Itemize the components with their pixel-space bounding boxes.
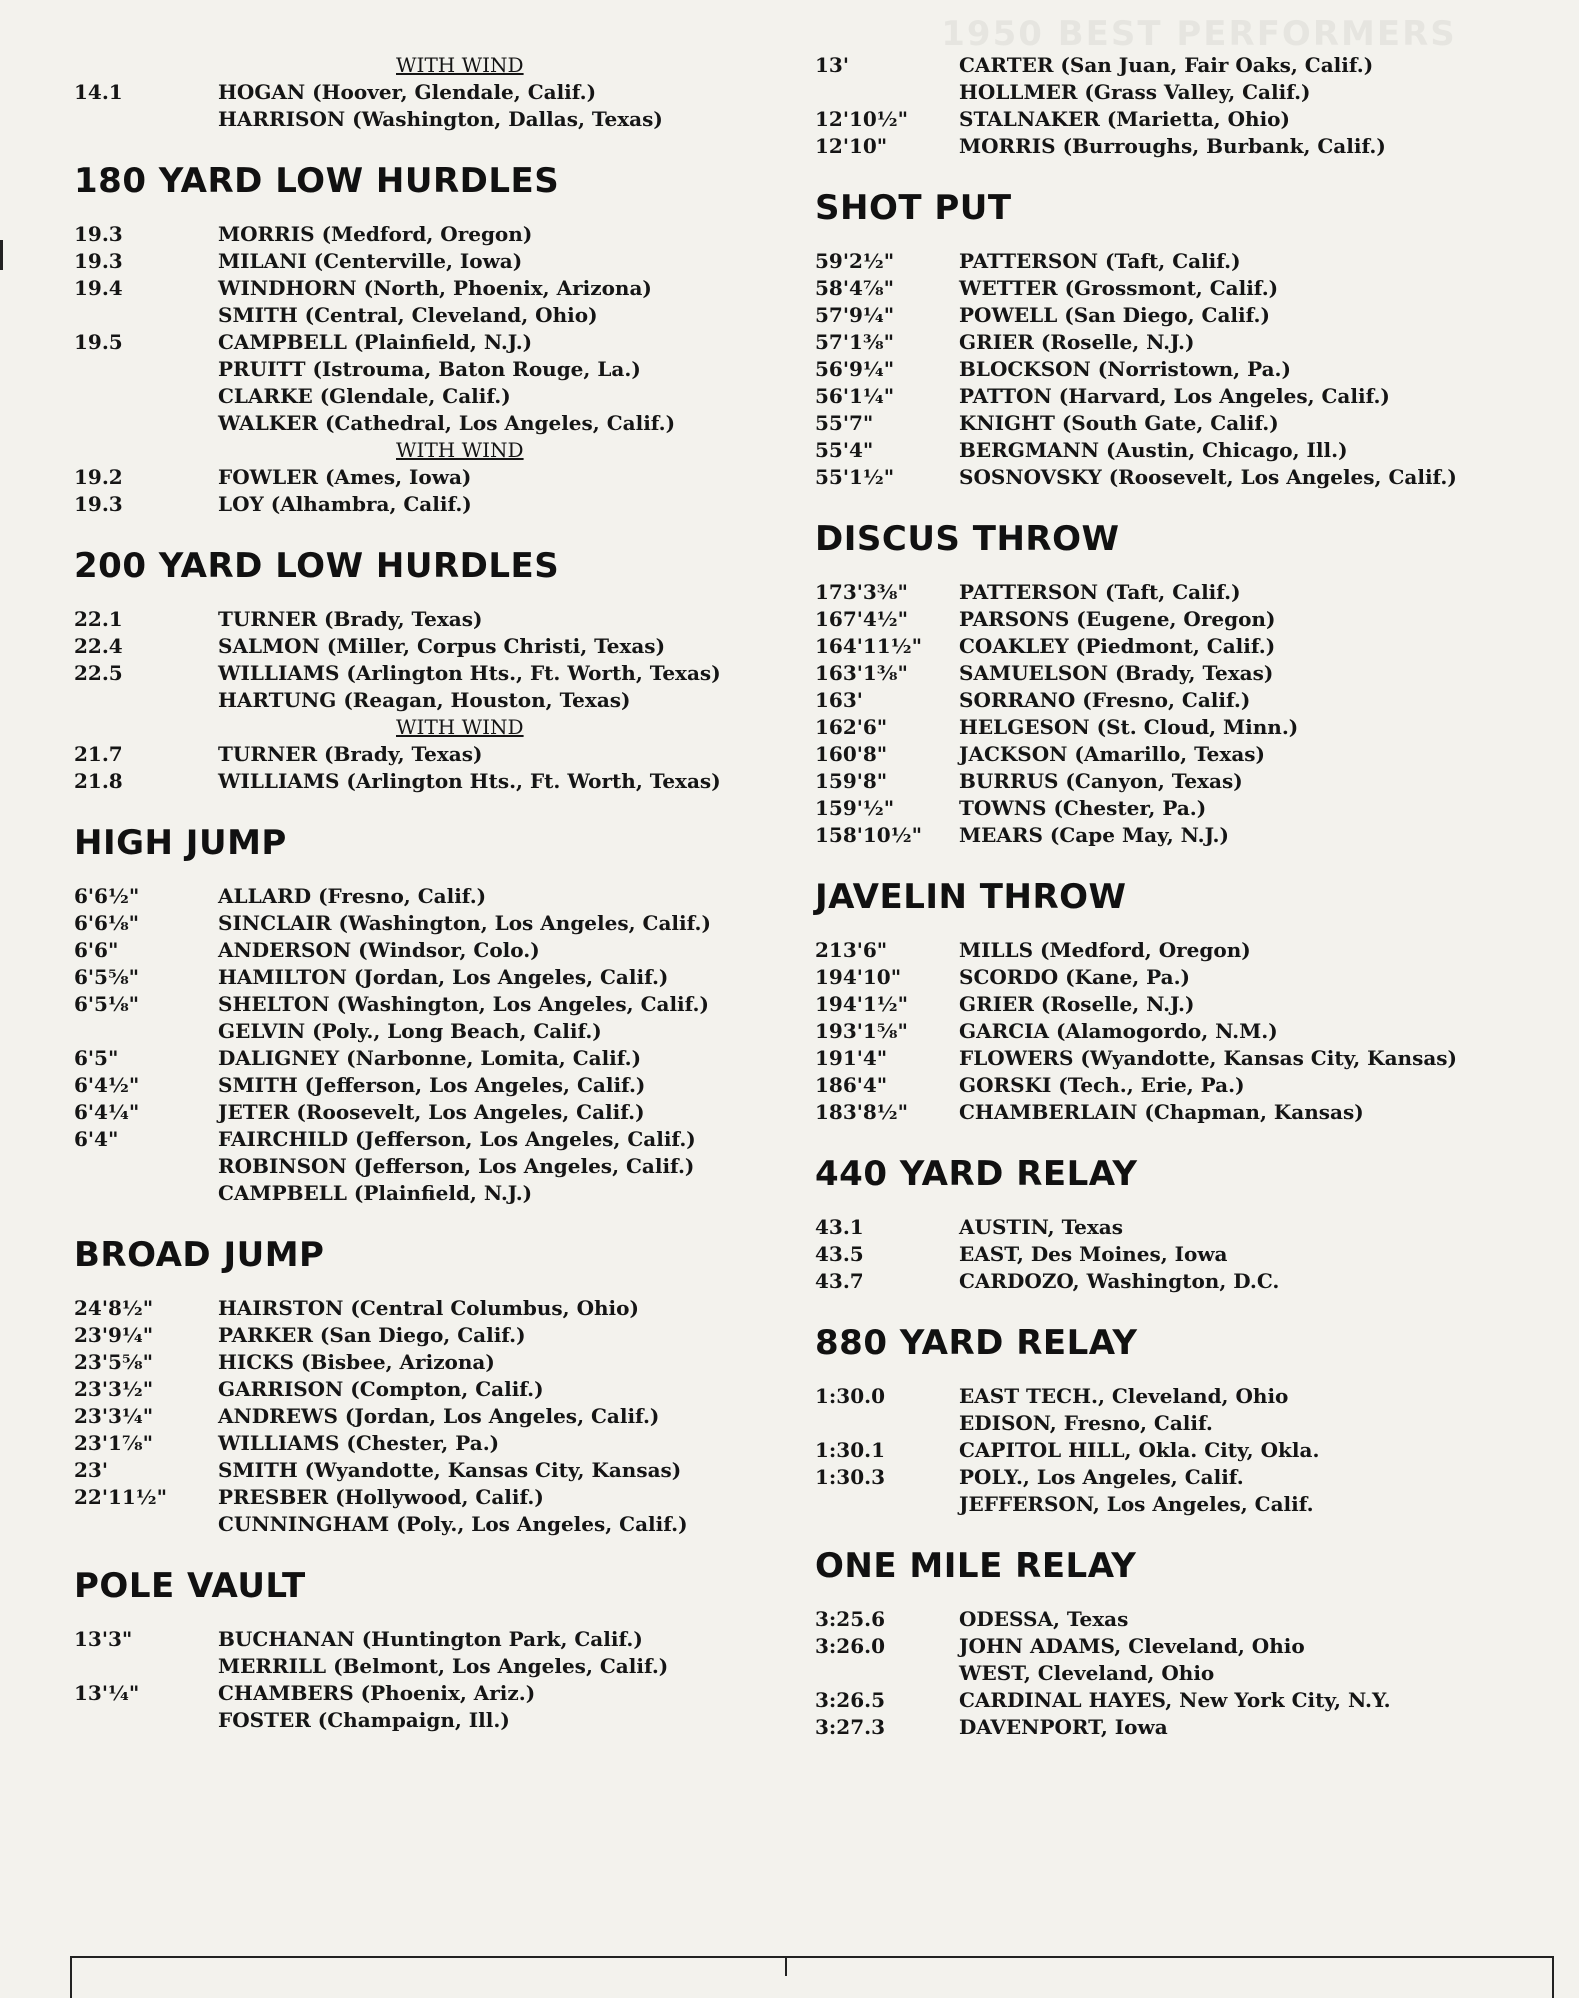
event-title: BROAD JUMP [74,1235,325,1275]
athlete-entry: ANDREWS (Jordan, Los Angeles, Calif.) [218,1404,660,1428]
result-row [815,1018,1515,1045]
result-row [815,1491,1515,1518]
athlete-entry: ODESSA, Texas [959,1607,1129,1631]
athlete-entry: HARTUNG (Reagan, Houston, Texas) [218,688,631,712]
athlete-entry: WALKER (Cathedral, Los Angeles, Calif.) [218,411,676,435]
result-mark: 13'¼" [74,1681,140,1705]
event-section [815,52,1515,160]
result-row [74,768,774,795]
result-row [74,221,774,248]
result-mark: 57'1⅜" [815,330,894,354]
event-section [74,1233,774,1538]
athlete-entry: WILLIAMS (Arlington Hts., Ft. Worth, Texas) [218,769,721,793]
result-row [74,1403,774,1430]
athlete-entry: FOWLER (Ames, Iowa) [218,465,472,489]
result-mark [74,1707,218,1734]
athlete-entry: HICKS (Bisbee, Arizona) [218,1350,495,1374]
event-section [815,875,1515,1126]
left-column [74,52,774,1734]
result-mark: 13' [815,53,849,77]
athlete-entry: TOWNS (Chester, Pa.) [959,796,1207,820]
result-mark [815,1410,959,1437]
athlete-entry: BERGMANN (Austin, Chicago, Ill.) [959,438,1348,462]
athlete-entry: WEST, Cleveland, Ohio [959,1661,1215,1685]
result-mark: 6'4¼" [74,1100,140,1124]
result-mark [74,687,218,714]
result-row [74,1511,774,1538]
result-mark: 21.7 [74,742,123,766]
athlete-entry: CUNNINGHAM (Poly., Los Angeles, Calif.) [218,1512,688,1536]
with-wind-subheading: WITH WIND [396,53,524,77]
athlete-entry: CHAMBERLAIN (Chapman, Kansas) [959,1100,1364,1124]
event-section [815,186,1515,491]
result-row [815,79,1515,106]
athlete-entry: BURRUS (Canyon, Texas) [959,769,1243,793]
result-row [74,1045,774,1072]
result-mark: 164'11½" [815,634,922,658]
athlete-entry: JEFFERSON, Los Angeles, Calif. [959,1492,1314,1516]
result-row [815,687,1515,714]
result-mark: 58'4⅞" [815,276,894,300]
athlete-entry: CLARKE (Glendale, Calif.) [218,384,511,408]
athlete-entry: GRIER (Roselle, N.J.) [959,992,1195,1016]
result-row [74,1072,774,1099]
athlete-entry: SMITH (Jefferson, Los Angeles, Calif.) [218,1073,646,1097]
result-mark [815,79,959,106]
result-row [74,1349,774,1376]
result-mark: 19.4 [74,276,123,300]
result-mark: 3:25.6 [815,1607,886,1631]
result-row [815,1437,1515,1464]
athlete-entry: BUCHANAN (Huntington Park, Calif.) [218,1627,643,1651]
result-mark: 160'8" [815,742,888,766]
event-title: JAVELIN THROW [815,877,1127,917]
result-mark [74,410,218,437]
result-row [815,1633,1515,1660]
result-mark: 59'2½" [815,249,895,273]
athlete-entry: SCORDO (Kane, Pa.) [959,965,1191,989]
result-mark: 3:27.3 [815,1715,886,1739]
result-mark: 158'10½" [815,823,922,847]
event-title: HIGH JUMP [74,823,287,863]
result-row [815,329,1515,356]
result-mark [74,106,218,133]
athlete-entry: HOGAN (Hoover, Glendale, Calif.) [218,80,597,104]
athlete-entry: PATTON (Harvard, Los Angeles, Calif.) [959,384,1390,408]
result-row [815,1660,1515,1687]
result-mark: 1:30.1 [815,1438,886,1462]
result-mark: 22.1 [74,607,123,631]
result-row [815,302,1515,329]
athlete-entry: SMITH (Wyandotte, Kansas City, Kansas) [218,1458,682,1482]
result-row [815,606,1515,633]
with-wind-subheading: WITH WIND [396,715,524,739]
result-row [815,1410,1515,1437]
athlete-entry: CHAMBERS (Phoenix, Ariz.) [218,1681,536,1705]
with-wind-subheading: WITH WIND [396,438,524,462]
result-mark: 163' [815,688,863,712]
athlete-entry: HAIRSTON (Central Columbus, Ohio) [218,1296,639,1320]
result-mark: 191'4" [815,1046,888,1070]
bottom-frame-divider [785,1956,787,1976]
event-title: 200 YARD LOW HURDLES [74,546,560,586]
result-mark: 213'6" [815,938,888,962]
athlete-entry: ALLARD (Fresno, Calif.) [218,884,487,908]
result-mark: 194'10" [815,965,902,989]
athlete-entry: SINCLAIR (Washington, Los Angeles, Calif.) [218,911,711,935]
result-mark: 3:26.0 [815,1634,886,1658]
athlete-entry: SAMUELSON (Brady, Texas) [959,661,1274,685]
athlete-entry: BLOCKSON (Norristown, Pa.) [959,357,1291,381]
athlete-entry: JETER (Roosevelt, Los Angeles, Calif.) [218,1100,645,1124]
athlete-entry: FOSTER (Champaign, Ill.) [218,1708,510,1732]
athlete-entry: WINDHORN (North, Phoenix, Arizona) [218,276,652,300]
result-row [74,275,774,302]
athlete-entry: HOLLMER (Grass Valley, Calif.) [959,80,1311,104]
athlete-entry: MEARS (Cape May, N.J.) [959,823,1229,847]
result-mark [74,383,218,410]
bleed-through-header: 1950 BEST PERFORMERS [941,14,1457,54]
result-mark: 194'1½" [815,992,909,1016]
result-row [74,302,774,329]
athlete-entry: SORRANO (Fresno, Calif.) [959,688,1251,712]
result-mark [815,1660,959,1687]
result-row [74,410,774,437]
result-row [815,964,1515,991]
athlete-entry: JACKSON (Amarillo, Texas) [959,742,1266,766]
result-row [74,1295,774,1322]
event-title: 180 YARD LOW HURDLES [74,161,560,201]
result-row [815,133,1515,160]
result-mark [74,1180,218,1207]
athlete-entry: EDISON, Fresno, Calif. [959,1411,1213,1435]
result-mark: 19.3 [74,492,123,516]
right-column [815,52,1515,1741]
result-row [815,356,1515,383]
athlete-entry: FAIRCHILD (Jefferson, Los Angeles, Calif.) [218,1127,696,1151]
athlete-entry: ANDERSON (Windsor, Colo.) [218,938,540,962]
result-mark [74,1153,218,1180]
athlete-entry: MILLS (Medford, Oregon) [959,938,1251,962]
result-row [74,491,774,518]
result-row [74,1457,774,1484]
bottom-frame [70,1956,1554,1998]
result-mark: 6'4" [74,1127,119,1151]
result-row [815,106,1515,133]
result-row [74,1126,774,1153]
event-section [815,517,1515,849]
result-mark [74,1511,218,1538]
result-mark: 186'4" [815,1073,888,1097]
event-title: 440 YARD RELAY [815,1154,1138,1194]
result-mark: 19.3 [74,222,123,246]
result-row [815,1214,1515,1241]
result-row [74,329,774,356]
result-mark: 12'10" [815,134,888,158]
result-row [815,1383,1515,1410]
athlete-entry: HAMILTON (Jordan, Los Angeles, Calif.) [218,965,669,989]
result-row [815,991,1515,1018]
result-mark: 6'6" [74,938,119,962]
result-row [815,410,1515,437]
athlete-entry: HELGESON (St. Cloud, Minn.) [959,715,1299,739]
event-title: SHOT PUT [815,188,1012,228]
result-mark: 162'6" [815,715,888,739]
result-row [74,1626,774,1653]
result-row [815,768,1515,795]
athlete-entry: GARRISON (Compton, Calif.) [218,1377,544,1401]
result-row [74,464,774,491]
athlete-entry: EAST, Des Moines, Iowa [959,1242,1228,1266]
result-row [74,687,774,714]
result-mark [815,1491,959,1518]
result-mark: 159'½" [815,796,895,820]
athlete-entry: JOHN ADAMS, Cleveland, Ohio [959,1634,1305,1658]
result-row [815,714,1515,741]
result-row [815,464,1515,491]
athlete-entry: DAVENPORT, Iowa [959,1715,1168,1739]
result-row [74,910,774,937]
result-mark: 55'4" [815,438,874,462]
result-mark [74,1653,218,1680]
event-section [74,159,774,518]
athlete-entry: GRIER (Roselle, N.J.) [959,330,1195,354]
result-mark: 3:26.5 [815,1688,886,1712]
result-mark: 55'7" [815,411,874,435]
result-row [815,275,1515,302]
athlete-entry: LOY (Alhambra, Calif.) [218,492,472,516]
athlete-entry: FLOWERS (Wyandotte, Kansas City, Kansas) [959,1046,1458,1070]
event-title: POLE VAULT [74,1566,306,1606]
result-mark: 6'5⅛" [74,992,140,1016]
result-mark: 23'3¼" [74,1404,154,1428]
athlete-entry: STALNAKER (Marietta, Ohio) [959,107,1290,131]
result-row [815,1268,1515,1295]
result-row [815,937,1515,964]
result-mark: 19.5 [74,330,123,354]
athlete-entry: PATTERSON (Taft, Calif.) [959,249,1241,273]
result-mark: 193'1⅝" [815,1019,908,1043]
athlete-entry: PARSONS (Eugene, Oregon) [959,607,1276,631]
result-row [815,1687,1515,1714]
athlete-entry: WILLIAMS (Arlington Hts., Ft. Worth, Texas) [218,661,721,685]
result-mark: 1:30.0 [815,1384,886,1408]
result-mark: 23' [74,1458,108,1482]
result-row [815,248,1515,275]
result-row [74,964,774,991]
result-row [74,660,774,687]
result-mark: 43.5 [815,1242,864,1266]
result-mark: 55'1½" [815,465,895,489]
result-row [815,795,1515,822]
result-row [74,383,774,410]
athlete-entry: TURNER (Brady, Texas) [218,742,483,766]
result-row [74,633,774,660]
athlete-entry: ROBINSON (Jefferson, Los Angeles, Calif.) [218,1154,695,1178]
result-row [74,1322,774,1349]
result-mark: 173'3⅜" [815,580,908,604]
athlete-entry: CARDINAL HAYES, New York City, N.Y. [959,1688,1391,1712]
result-mark: 6'6½" [74,884,140,908]
result-row [815,52,1515,79]
athlete-entry: MERRILL (Belmont, Los Angeles, Calif.) [218,1654,669,1678]
result-mark [74,1018,218,1045]
result-mark [74,356,218,383]
result-mark: 6'6⅛" [74,911,140,935]
athlete-entry: GELVIN (Poly., Long Beach, Calif.) [218,1019,602,1043]
result-mark: 12'10½" [815,107,909,131]
event-section [74,52,774,133]
athlete-entry: PRUITT (Istrouma, Baton Rouge, La.) [218,357,641,381]
result-mark: 23'3½" [74,1377,154,1401]
result-row [74,1484,774,1511]
result-row [815,437,1515,464]
event-title: DISCUS THROW [815,519,1120,559]
result-row [815,1099,1515,1126]
athlete-entry: KNIGHT (South Gate, Calif.) [959,411,1279,435]
result-row [74,1707,774,1734]
result-mark: 43.1 [815,1215,864,1239]
athlete-entry: CARDOZO, Washington, D.C. [959,1269,1280,1293]
result-mark: 14.1 [74,80,123,104]
event-title: ONE MILE RELAY [815,1546,1137,1586]
result-row [74,106,774,133]
result-row [74,1180,774,1207]
result-row [74,1018,774,1045]
athlete-entry: PATTERSON (Taft, Calif.) [959,580,1241,604]
result-row [74,248,774,275]
athlete-entry: TURNER (Brady, Texas) [218,607,483,631]
result-mark: 13'3" [74,1627,133,1651]
athlete-entry: CARTER (San Juan, Fair Oaks, Calif.) [959,53,1374,77]
athlete-entry: EAST TECH., Cleveland, Ohio [959,1384,1289,1408]
result-row [815,1072,1515,1099]
event-section [815,1544,1515,1741]
athlete-entry: MORRIS (Burroughs, Burbank, Calif.) [959,134,1386,158]
result-mark: 21.8 [74,769,123,793]
result-row [815,1714,1515,1741]
athlete-entry: POWELL (San Diego, Calif.) [959,303,1270,327]
result-mark: 22.4 [74,634,123,658]
result-mark: 163'1⅜" [815,661,908,685]
athlete-entry: CAMPBELL (Plainfield, N.J.) [218,330,533,354]
result-row [74,1153,774,1180]
result-row [74,1099,774,1126]
athlete-entry: AUSTIN, Texas [959,1215,1124,1239]
result-mark [74,302,218,329]
result-mark: 167'4½" [815,607,909,631]
athlete-entry: GORSKI (Tech., Erie, Pa.) [959,1073,1245,1097]
event-title: 880 YARD RELAY [815,1323,1138,1363]
result-mark: 6'5⅝" [74,965,140,989]
athlete-entry: SMITH (Central, Cleveland, Ohio) [218,303,598,327]
result-mark: 56'1¼" [815,384,895,408]
athlete-entry: SALMON (Miller, Corpus Christi, Texas) [218,634,666,658]
result-row [74,1680,774,1707]
result-row [815,1464,1515,1491]
result-mark: 1:30.3 [815,1465,886,1489]
result-row [815,579,1515,606]
result-row [74,741,774,768]
result-row [74,79,774,106]
result-mark: 24'8½" [74,1296,154,1320]
event-section [815,1152,1515,1295]
athlete-entry: SHELTON (Washington, Los Angeles, Calif.) [218,992,709,1016]
result-mark: 19.3 [74,249,123,273]
result-row [815,633,1515,660]
result-mark: 23'9¼" [74,1323,154,1347]
result-mark: 57'9¼" [815,303,895,327]
result-mark: 43.7 [815,1269,864,1293]
result-row [815,741,1515,768]
athlete-entry: HARRISON (Washington, Dallas, Texas) [218,107,663,131]
result-row [74,356,774,383]
event-section [74,821,774,1207]
result-row [74,991,774,1018]
athlete-entry: WILLIAMS (Chester, Pa.) [218,1431,500,1455]
event-section [74,1564,774,1734]
event-section [74,544,774,795]
athlete-entry: COAKLEY (Piedmont, Calif.) [959,634,1276,658]
athlete-entry: GARCIA (Alamogordo, N.M.) [959,1019,1278,1043]
result-row [815,822,1515,849]
result-mark: 6'4½" [74,1073,140,1097]
result-row [815,1606,1515,1633]
athlete-entry: PRESBER (Hollywood, Calif.) [218,1485,544,1509]
result-mark: 159'8" [815,769,888,793]
result-row [74,1376,774,1403]
event-section [815,1321,1515,1518]
athlete-entry: SOSNOVSKY (Roosevelt, Los Angeles, Calif.) [959,465,1457,489]
binding-edge-mark [0,240,3,270]
athlete-entry: POLY., Los Angeles, Calif. [959,1465,1244,1489]
athlete-entry: MORRIS (Medford, Oregon) [218,222,533,246]
result-mark: 22'11½" [74,1485,168,1509]
result-row [74,1653,774,1680]
result-mark: 19.2 [74,465,123,489]
result-row [74,606,774,633]
athlete-entry: WETTER (Grossmont, Calif.) [959,276,1279,300]
athlete-entry: DALIGNEY (Narbonne, Lomita, Calif.) [218,1046,642,1070]
result-row [815,383,1515,410]
result-row [815,1045,1515,1072]
result-mark: 23'1⅞" [74,1431,153,1455]
result-row [74,1430,774,1457]
athlete-entry: PARKER (San Diego, Calif.) [218,1323,526,1347]
result-row [74,883,774,910]
result-row [74,937,774,964]
result-row [815,1241,1515,1268]
result-mark: 56'9¼" [815,357,895,381]
athlete-entry: CAMPBELL (Plainfield, N.J.) [218,1181,533,1205]
result-mark: 23'5⅝" [74,1350,153,1374]
athlete-entry: MILANI (Centerville, Iowa) [218,249,523,273]
result-row [815,660,1515,687]
athlete-entry: CAPITOL HILL, Okla. City, Okla. [959,1438,1320,1462]
result-mark: 22.5 [74,661,123,685]
result-mark: 6'5" [74,1046,119,1070]
result-mark: 183'8½" [815,1100,909,1124]
